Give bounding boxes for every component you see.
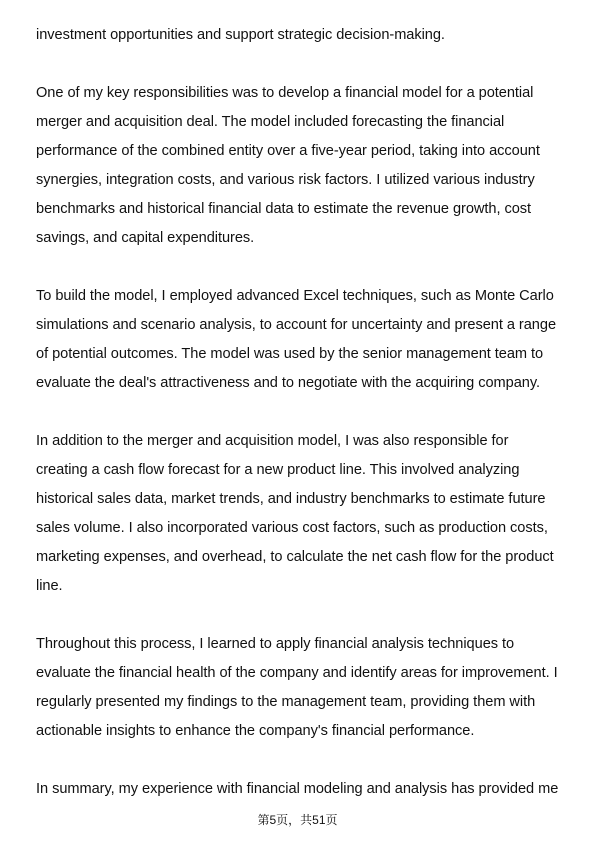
text-line: regularly presented my findings to the management team, providing them with [36, 694, 536, 710]
paragraph-1 [36, 21, 564, 50]
paragraph-4 [36, 427, 564, 601]
text-line: investment opportunities and support strategic decision-making. [36, 27, 445, 43]
text-line: synergies, integration costs, and various risk factors. I utilized various industry [36, 172, 535, 188]
text-line: To build the model, I employed advanced Excel techniques, such as Monte Carlo [36, 288, 554, 304]
text-line: In addition to the merger and acquisition model, I was also responsible for [36, 433, 509, 449]
text-line: performance of the combined entity over a five-year period, taking into account [36, 143, 540, 159]
text-line: creating a cash flow forecast for a new product line. This involved analyzing [36, 462, 520, 478]
text-line: benchmarks and historical financial data to estimate the revenue growth, cost [36, 201, 532, 217]
text-line: evaluate the financial health of the company and identify areas for improvement. I [36, 665, 558, 681]
document-body [36, 21, 564, 833]
paragraph-2 [36, 79, 564, 253]
text-line: evaluate the deal's attractiveness and to negotiate with the acquiring company. [36, 375, 540, 391]
text-line: merger and acquisition deal. The model included forecasting the financial [36, 114, 505, 130]
text-line: marketing expenses, and overhead, to calculate the net cash flow for the product [36, 549, 554, 565]
text-line: Throughout this process, I learned to apply financial analysis techniques to [36, 636, 515, 652]
text-line: savings, and capital expenditures. [36, 230, 255, 246]
text-line: of potential outcomes. The model was used by the senior management team to [36, 346, 544, 362]
paragraph-6 [36, 775, 564, 804]
paragraph-5 [36, 630, 564, 746]
page-number-footer: 第5页，共51页 [257, 813, 338, 827]
text-line: actionable insights to enhance the company's financial performance. [36, 723, 475, 739]
text-line: simulations and scenario analysis, to account for uncertainty and present a range [36, 317, 557, 333]
text-line: One of my key responsibilities was to develop a financial model for a potential [36, 85, 534, 101]
text-line: sales volume. I also incorporated various cost factors, such as production costs, [36, 520, 548, 536]
text-line: line. [36, 578, 63, 594]
paragraph-3 [36, 282, 564, 398]
text-line: In summary, my experience with financial modeling and analysis has provided me [36, 781, 559, 797]
text-line: historical sales data, market trends, and industry benchmarks to estimate future [36, 491, 546, 507]
